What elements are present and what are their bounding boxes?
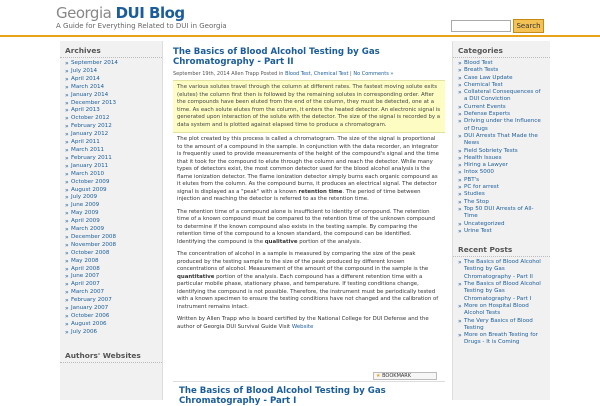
- archive-item-link[interactable]: July 2009: [71, 194, 98, 201]
- bookmark-icon: ★: [376, 373, 381, 379]
- recent-post-item[interactable]: [458, 259, 545, 281]
- search-button[interactable]: Search: [513, 19, 544, 33]
- category-item[interactable]: [458, 60, 545, 67]
- archive-item-link[interactable]: June 2007: [71, 273, 100, 280]
- recent-post-item[interactable]: [458, 332, 545, 347]
- archive-item-link[interactable]: October 2009: [71, 178, 110, 185]
- category-item[interactable]: [458, 75, 545, 82]
- archive-item[interactable]: [65, 266, 157, 274]
- category-item[interactable]: [458, 199, 545, 206]
- bookmark-label: BOOKMARK: [382, 373, 412, 379]
- categories-list: [453, 60, 550, 235]
- category-item-link[interactable]: DUI Arrests That Made the News: [464, 132, 538, 147]
- archive-item[interactable]: [65, 329, 157, 337]
- archive-item[interactable]: [65, 60, 157, 68]
- category-item[interactable]: [458, 111, 545, 118]
- archive-item[interactable]: [65, 163, 157, 171]
- category-item[interactable]: [458, 191, 545, 198]
- category-item-link[interactable]: The Stop: [464, 198, 489, 205]
- category-item-link[interactable]: PBT's: [464, 176, 480, 183]
- post-body: [173, 133, 445, 331]
- archive-item-link[interactable]: May 2008: [71, 257, 99, 264]
- archive-item-link[interactable]: February 2012: [71, 123, 112, 130]
- archive-item-link[interactable]: August 2006: [71, 320, 107, 327]
- archive-item[interactable]: [65, 202, 157, 210]
- category-item-link[interactable]: Breath Tests: [464, 67, 499, 74]
- category-item[interactable]: [458, 228, 545, 235]
- archive-item-link[interactable]: March 2014: [71, 83, 105, 90]
- category-item-link[interactable]: Top 50 DUI Arrests of All-Time: [464, 205, 534, 220]
- archive-item[interactable]: [65, 273, 157, 281]
- archive-item[interactable]: [65, 76, 157, 84]
- recent-post-item-link[interactable]: More on Breath Testing for Drugs - It is Coming: [464, 332, 538, 346]
- archive-item-link[interactable]: May 2009: [71, 210, 99, 217]
- category-item-link[interactable]: Uncategorized: [464, 220, 505, 227]
- p3-bold: quantitative: [177, 273, 215, 280]
- archive-item[interactable]: [65, 218, 157, 226]
- archive-item[interactable]: [65, 250, 157, 258]
- recent-post-item[interactable]: [458, 318, 545, 333]
- p3-text-a: The concentration of alcohol in a sample is measured by comparing the size of the peak produced by the testing sample to the size of the peak produced by different known concentrations of alcohol. Measurement of the amount of the compound in the sample is the: [177, 251, 429, 272]
- post-meta: [173, 71, 445, 77]
- archive-item-link[interactable]: February 2007: [71, 297, 112, 304]
- category-link-chemical-test[interactable]: Chemical Test: [313, 71, 349, 77]
- category-item[interactable]: [458, 118, 545, 133]
- comments-link[interactable]: No Comments »: [353, 71, 394, 77]
- archive-item-link[interactable]: July 2014: [71, 67, 98, 74]
- category-item[interactable]: [458, 155, 545, 162]
- archive-item[interactable]: [65, 107, 157, 115]
- main-content: [173, 41, 445, 406]
- bookmark-button[interactable]: [373, 372, 437, 380]
- paragraph-2: [177, 209, 441, 247]
- archive-item[interactable]: [65, 234, 157, 242]
- archive-item-link[interactable]: October 2008: [71, 249, 110, 256]
- archive-item-link[interactable]: July 2006: [71, 328, 98, 335]
- archive-item[interactable]: [65, 242, 157, 250]
- archive-item-link[interactable]: April 2008: [71, 265, 100, 272]
- site-logo[interactable]: [56, 4, 185, 22]
- archive-item[interactable]: [65, 139, 157, 147]
- search-input[interactable]: [451, 20, 511, 32]
- category-item-link[interactable]: Studies: [464, 191, 485, 198]
- left-sidebar: [60, 41, 163, 400]
- category-item[interactable]: [458, 133, 545, 148]
- highlighted-excerpt: The various solutes travel through the column at different rates. The fastest moving solute exits (elutes) the column first then is followed by the remaining solutes in corresponding order. After the compounds have been eluted from the end of the column, they must be detected, one at a time. As each solute elutes from the column, it enters the heated detector. An electronic signal is generated upon interaction of the solute with the detector. The size of the signal is recorded by a data system and is plotted against elapsed time to produce a chromatogram.: [173, 80, 445, 133]
- category-item[interactable]: [458, 221, 545, 228]
- website-link[interactable]: Website: [291, 323, 314, 330]
- post-date-author: September 19th, 2014 Allen Trapp Posted in: [173, 71, 286, 77]
- category-item[interactable]: [458, 104, 545, 111]
- archive-item-link[interactable]: April 2011: [71, 139, 100, 146]
- category-item[interactable]: [458, 177, 545, 184]
- archive-item-link[interactable]: April 2014: [71, 75, 100, 82]
- archive-item[interactable]: [65, 226, 157, 234]
- category-item[interactable]: [458, 148, 545, 155]
- category-item[interactable]: [458, 206, 545, 221]
- p2-text-a: The retention time of a compound alone is insufficient to identity of compound. The retention time of a known compound must be compared to the retention time of the unknown compound to determine if the known compound also exists in the testing sample. By comparing the retention time of the compound to a known standard, the compound can be identified. Identifying the compound is the: [177, 208, 435, 245]
- archive-item[interactable]: [65, 210, 157, 218]
- archive-item[interactable]: [65, 171, 157, 179]
- archive-item[interactable]: [65, 68, 157, 76]
- archives-list: [60, 60, 162, 337]
- category-item[interactable]: [458, 169, 545, 176]
- paragraph-3: [177, 251, 441, 311]
- paragraph-4: [177, 316, 441, 331]
- archive-item[interactable]: [65, 179, 157, 187]
- post-separator: [173, 381, 445, 382]
- archive-item-link[interactable]: March 2010: [71, 170, 105, 177]
- archive-item[interactable]: [65, 289, 157, 297]
- archive-item-link[interactable]: January 2014: [71, 91, 109, 98]
- archive-item-link[interactable]: October 2006: [71, 313, 110, 319]
- archive-item-link[interactable]: December 2008: [71, 233, 117, 240]
- p1-text-a: The plot created by this process is called a chromatogram. The size of the signal is proportional to the amount of a compound in the sample. In conjunction with the data recorder, an integrator is frequently used to provide measurements of the height of the compound's signal and the time that it took for the compound to elute through the column and reach the detector. While many types of detectors exist, the most common detector used for the blood alcohol analysis is the flame ionization detector. The flame ionization detector simply burns each organic compound as it elutes from the column. As the compound burns, it produces an electrical signal. The detector signal is displayed as a "peak" with a known: [177, 136, 439, 195]
- archive-item[interactable]: [65, 123, 157, 131]
- archive-item-link[interactable]: March 2011: [71, 146, 105, 153]
- archive-item[interactable]: [65, 92, 157, 100]
- recent-post-item[interactable]: [458, 281, 545, 303]
- archive-item-link[interactable]: November 2008: [71, 241, 117, 248]
- archive-item[interactable]: [65, 155, 157, 163]
- p3-text-b: portion of the analysis. Each compound has a different retention time with a particular mobile phase, stationary phase, and temperature. If testing conditions change, identifying the compound is not possible. Therefore, the instrument must be periodically tested with a known specimen to ensure the testing conditions have not changed and the calibration of instrument remains intact.: [177, 273, 439, 310]
- category-item-link[interactable]: PC for arrest: [464, 184, 499, 191]
- category-item[interactable]: [458, 162, 545, 169]
- categories-heading: Categories: [453, 41, 550, 58]
- archive-item-link[interactable]: March 2009: [71, 226, 105, 233]
- archive-item[interactable]: [65, 313, 157, 321]
- category-item[interactable]: [458, 67, 545, 74]
- meta-separator: |: [348, 71, 354, 77]
- logo-dui-blog[interactable]: DUI Blog: [115, 4, 185, 22]
- paragraph-1: [177, 136, 441, 204]
- p1-text-b: . The period of time between injection and reaching the detector is referred to as the retention time.: [177, 188, 421, 202]
- archive-item[interactable]: [65, 281, 157, 289]
- category-item-link[interactable]: Chemical Test: [464, 81, 503, 88]
- p2-bold: qualitative: [264, 238, 298, 245]
- category-item-link[interactable]: Urine Test: [464, 227, 492, 234]
- category-item[interactable]: [458, 184, 545, 191]
- archive-item-link[interactable]: April 2007: [71, 281, 100, 288]
- recent-post-item-link[interactable]: The Basics of Blood Alcohol Testing by Gas Chromatography - Part I: [464, 281, 541, 302]
- category-item-link[interactable]: Blood Test: [464, 60, 493, 66]
- recent-post-item-link[interactable]: The Basics of Blood Alcohol Testing by Gas Chromatography - Part II: [464, 259, 541, 280]
- archive-item[interactable]: [65, 305, 157, 313]
- category-item-link[interactable]: Field Sobriety Tests: [464, 147, 518, 154]
- archive-item[interactable]: [65, 131, 157, 139]
- archive-item-link[interactable]: September 2014: [71, 60, 118, 66]
- archive-item[interactable]: [65, 84, 157, 92]
- archive-item-link[interactable]: August 2009: [71, 186, 107, 193]
- post-title[interactable]: The Basics of Blood Alcohol Testing by Gas Chromatography - Part II: [173, 47, 380, 67]
- p4-text-a: Written by Allen Trapp who is board certified by the National College for DUI Defense and the author of Georgia DUI Survival Guide Visit: [177, 316, 429, 330]
- category-item-link[interactable]: Driving under the Influence of Drugs: [464, 118, 541, 132]
- category-separator: ,: [310, 71, 314, 77]
- category-item-link[interactable]: Intox 5000: [464, 169, 494, 176]
- archive-item[interactable]: [65, 115, 157, 123]
- header: [0, 0, 600, 37]
- category-link-blood-test[interactable]: Blood Test: [285, 71, 311, 77]
- archive-item[interactable]: [65, 100, 157, 108]
- archive-item-link[interactable]: January 2012: [71, 131, 109, 138]
- archive-item[interactable]: [65, 194, 157, 202]
- archive-item-link[interactable]: December 2013: [71, 99, 117, 106]
- archive-item-link[interactable]: October 2012: [71, 115, 110, 122]
- archive-item[interactable]: [65, 321, 157, 329]
- category-item-link[interactable]: Health Issues: [464, 154, 502, 161]
- archive-item[interactable]: [65, 147, 157, 155]
- logo-georgia[interactable]: Georgia: [56, 4, 116, 22]
- recent-post-item-link[interactable]: The Very Basics of Blood Testing: [464, 317, 533, 331]
- archive-item-link[interactable]: March 2007: [71, 289, 105, 296]
- recent-posts-heading: Recent Posts: [453, 240, 550, 257]
- category-item-link[interactable]: Hiring a Lawyer: [464, 162, 508, 169]
- archive-item-link[interactable]: April 2013: [71, 107, 100, 114]
- category-item-link[interactable]: Collateral Consequences of a DUI Conviction: [464, 89, 541, 103]
- category-item-link[interactable]: Defense Experts: [464, 111, 511, 118]
- category-item[interactable]: [458, 89, 545, 104]
- archive-item[interactable]: [65, 258, 157, 266]
- recent-posts-list: [453, 259, 550, 347]
- archive-item[interactable]: [65, 187, 157, 195]
- archive-item-link[interactable]: June 2009: [71, 202, 100, 209]
- category-item-link[interactable]: Current Events: [464, 103, 506, 110]
- archives-heading: Archives: [60, 41, 162, 58]
- post-title-part-1[interactable]: The Basics of Blood Alcohol Testing by Gas Chromatography - Part I: [179, 386, 386, 406]
- recent-post-item[interactable]: [458, 303, 545, 318]
- authors-websites-heading: Authors' Websites: [60, 346, 162, 363]
- archive-item-link[interactable]: January 2007: [71, 305, 109, 312]
- archive-item-link[interactable]: April 2009: [71, 218, 100, 225]
- site-tagline: A Guide for Everything Related to DUI in Georgia: [56, 22, 227, 30]
- right-sidebar: [452, 41, 550, 400]
- archive-item-link[interactable]: February 2011: [71, 154, 112, 161]
- archive-item-link[interactable]: January 2011: [71, 162, 109, 169]
- recent-post-item-link[interactable]: More on Hospital Blood Alcohol Tests: [464, 302, 529, 317]
- p2-text-b: portion of the analysis.: [297, 238, 362, 245]
- category-item[interactable]: [458, 82, 545, 89]
- archive-item[interactable]: [65, 297, 157, 305]
- category-item-link[interactable]: Case Law Update: [464, 74, 513, 81]
- p1-bold: retention time: [298, 188, 343, 195]
